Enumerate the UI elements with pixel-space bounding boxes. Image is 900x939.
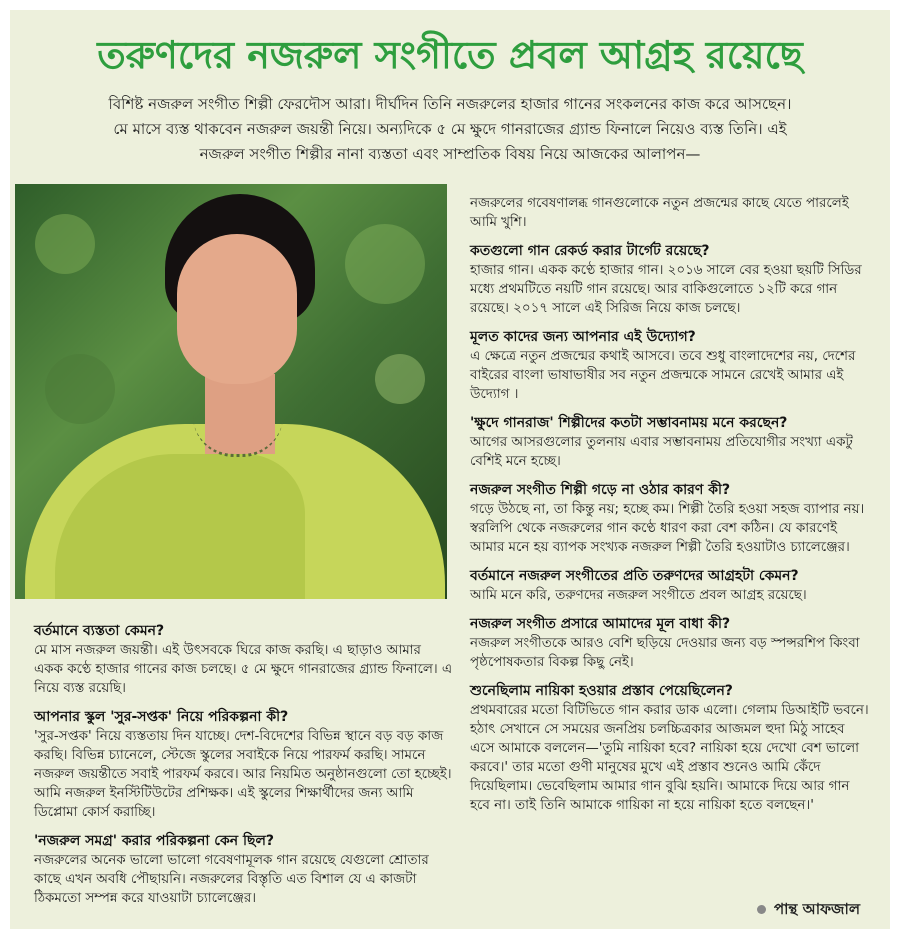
face-shape	[177, 234, 297, 384]
intro-line: মে মাসে ব্যস্ত থাকবেন নজরুল জয়ন্তী নিয়ে। অন্যদিকে ৫ মে ক্ষুদে গানরাজের গ্র্যান্ড ফিনালে নিয়েও ব্যস্ত তিনি। এই	[113, 120, 787, 138]
answer: মে মাস নজরুল জয়ন্তী। এই উৎসবকে ঘিরে কাজ করছি। এ ছাড়াও আমার একক কণ্ঠে হাজার গানের কাজ চলছে। ৫ মে ক্ষুদে গানরাজের গ্র্যান্ড ফিনালে। এ নিয়ে ব্যস্ত রয়েছি।	[34, 643, 453, 696]
question: নজরুল সংগীত শিল্পী গড়ে না ওঠার কারণ কী?	[470, 482, 731, 498]
article-intro	[38, 92, 862, 167]
answer: এ ক্ষেত্রে নতুন প্রজন্মের কথাই আসবে। তবে শুধু বাংলাদেশের নয়, দেশের বাইরের বাংলা ভাষাভাষীর সব নতুন প্রজন্মকে সামনে রেখেই আমার এই উদ্যোগ ।	[470, 349, 856, 402]
question: বর্তমানে ব্যস্ততা কেমন?	[34, 623, 165, 639]
question: কতগুলো গান রেকর্ড করার টার্গেট রয়েছে?	[470, 243, 710, 259]
question: আপনার স্কুল 'সুর-সপ্তক' নিয়ে পরিকল্পনা কী?	[34, 709, 289, 725]
answer: গড়ে উঠছে না, তা কিন্তু নয়; হচ্ছে কম। শিল্পী তৈরি হওয়া সহজ ব্যাপার নয়। স্বরলিপি থেকে নজরুলের গান কণ্ঠে ধারণ করা বেশ কঠিন। যে কারণেই আমার মনে হয় ব্যাপক সংখ্যক নজরুল শিল্পী তৈরি হওয়াটাও চ্যালেঞ্জের।	[470, 502, 865, 555]
answer: 'সুর-সপ্তক' নিয়ে ব্যস্ততায় দিন যাচ্ছে। দেশ-বিদেশের বিভিন্ন স্থানে বড় বড় কাজ করছি। বিভিন্ন চ্যানেলে, স্টেজে স্কুলের সবাইকে নিয়ে পারফর্ম করছি। সামনে নজরুল জয়ন্তীতে সবাই পারফর্ম করবে। আর নিয়মিত অনুষ্ঠানগুলো তো হচ্ছেই। আমি নজরুল ইনস্টিটিউটের প্রশিক্ষক। এই স্কুলের শিক্ষার্থীদের জন্য আমি ডিপ্লোমা কোর্স করাচ্ছি।	[34, 729, 452, 820]
bullet-icon	[757, 905, 766, 914]
question: 'ক্ষুদে গানরাজ' শিল্পীদের কতটা সম্ভাবনাময় মনে করছেন?	[470, 415, 788, 431]
question: বর্তমানে নজরুল সংগীতের প্রতি তরুণদের আগ্রহটা কেমন?	[470, 568, 799, 584]
left-column	[34, 622, 454, 918]
singer-photo	[15, 184, 447, 599]
answer: আমি মনে করি, তরুণদের নজরুল সংগীতে প্রবল আগ্রহ রয়েছে।	[470, 588, 807, 603]
answer: আগের আসরগুলোর তুলনায় এবার সম্ভাবনাময় প্রতিযোগীর সংখ্যা একটু বেশিই মনে হচ্ছে।	[470, 435, 853, 469]
answer: নজরুলের অনেক ভালো ভালো গবেষণামূলক গান রয়েছে যেগুলো শ্রোতার কাছে এখন অবধি পৌছায়নি। নজরুলের বিস্তৃতি এত বিশাল যে এ কাজটা ঠিকমতো সম্পন্ন করে যাওয়াটা চ্যালেঞ্জের।	[34, 853, 429, 906]
lead-paragraph: নজরুলের গবেষণালব্ধ গানগুলোকে নতুন প্রজন্মের কাছে যেতে পারলেই আমি খুশি।	[470, 196, 849, 230]
author-byline	[757, 898, 860, 923]
article-page	[10, 10, 890, 929]
question: নজরুল সংগীত প্রসারে আমাদের মূল বাধা কী?	[470, 616, 731, 632]
answer: নজরুল সংগীতকে আরও বেশি ছড়িয়ে দেওয়ার জন্য বড় স্পন্সরশিপ কিংবা পৃষ্ঠপোষকতার বিকল্প কিছু নেই।	[470, 636, 860, 670]
question: 'নজরুল সমগ্র' করার পরিকল্পনা কেন ছিল?	[34, 833, 275, 849]
article-title: তরুণদের নজরুল সংগীতে প্রবল আগ্রহ রয়েছে	[97, 33, 803, 77]
answer: প্রথমবারের মতো বিটিভিতে গান করার ডাক এলো। গেলাম ডিআইটি ভবনে। হঠাৎ সেখানে সে সময়ের জনপ্রিয় চলচ্চিত্রকার আজমল হুদা মিঠু সাহেব এসে আমাকে বললেন—'তুমি নায়িকা হবে? নায়িকা হয়ে দেখো বেশ ভালো করবে।' তার মতো গুণী মানুষের মুখে এই প্রস্তাব শুনেও আমি কেঁদে দিয়েছিলাম। ভেবেছিলাম আমার গান বুঝি হয়নি। আমাকে দিয়ে আর গান হবে না। তাই তিনি আমাকে গায়িকা না হয়ে নায়িকা হতে বলছেন।'	[470, 703, 869, 813]
question: শুনেছিলাম নায়িকা হওয়ার প্রস্তাব পেয়েছিলেন?	[470, 683, 733, 699]
answer: হাজার গান। একক কণ্ঠে হাজার গান। ২০১৬ সালে বের হওয়া ছয়টি সিডির মধ্যে প্রথমটিতে নয়টি গান রয়েছে। আর বাকিগুলোতে ১২টি করে গান রয়েছে। ২০১৭ সালে এই সিরিজ নিয়ে কাজ চলছে।	[470, 263, 862, 316]
intro-line: নজরুল সংগীত শিল্পীর নানা ব্যস্ততা এবং সাম্প্রতিক বিষয় নিয়ে আজকের আলাপন—	[199, 145, 701, 163]
author-name: পান্থ আফজাল	[773, 900, 860, 918]
question: মূলত কাদের জন্য আপনার এই উদ্যোগ?	[470, 329, 696, 345]
right-column	[470, 194, 870, 825]
intro-line: বিশিষ্ট নজরুল সংগীত শিল্পী ফেরদৌস আরা। দীর্ঘদিন তিনি নজরুলের হাজার গানের সংকলনের কাজ করে আসছেন।	[108, 95, 792, 113]
